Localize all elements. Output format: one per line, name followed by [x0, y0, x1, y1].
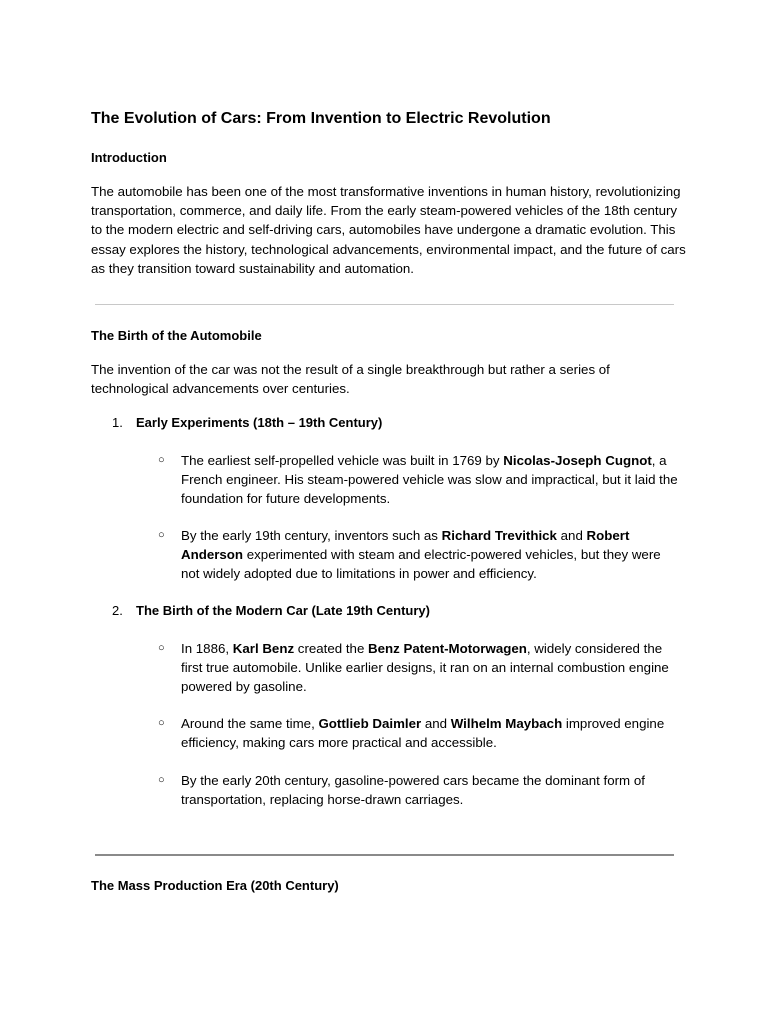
bullet-text: Around the same time, Gottlieb Daimler and Wilhelm Maybach improved engine efficiency, making cars more practical and accessible. — [181, 716, 665, 751]
item-number: 2. — [112, 603, 123, 618]
bullet-text: The earliest self-propelled vehicle was built in 1769 by Nicolas-Joseph Cugnot, a French engineer. His steam-powered vehicle was slow and impractical, but it laid the foundation for future developments. — [181, 453, 678, 507]
item-number: 1. — [112, 415, 123, 430]
item-title: Early Experiments (18th – 19th Century) — [136, 415, 383, 430]
bullet-text: By the early 19th century, inventors such as Richard Trevithick and Robert Anderson experimented with steam and electric-powered vehicles, but they were not widely adopted due to limitations in power and efficiency. — [181, 528, 661, 582]
hollow-circle-bullet-icon: ○ — [158, 454, 165, 466]
horizontal-divider — [95, 854, 674, 856]
bullet-text: In 1886, Karl Benz created the Benz Patent-Motorwagen, widely considered the first true automobile. Unlike earlier designs, it ran on an internal combustion engine powered by gasoline. — [181, 641, 669, 695]
bullet-item — [158, 771, 678, 809]
section-heading-mass-production: The Mass Production Era (20th Century) — [91, 878, 339, 893]
numbered-item — [112, 415, 382, 430]
item-title: The Birth of the Modern Car (Late 19th Century) — [136, 603, 430, 618]
section-heading-birth: The Birth of the Automobile — [91, 328, 262, 343]
bullet-item — [158, 714, 678, 752]
hollow-circle-bullet-icon: ○ — [158, 774, 165, 786]
bullet-text: By the early 20th century, gasoline-powered cars became the dominant form of transportation, replacing horse-drawn carriages. — [181, 773, 645, 808]
numbered-item — [112, 603, 430, 618]
hollow-circle-bullet-icon: ○ — [158, 717, 165, 729]
intro-paragraph: The automobile has been one of the most transformative inventions in human history, revolutionizing transportation, commerce, and daily life. From the early steam-powered vehicles of the 18th century to the modern electric and self-driving cars, automobiles have undergone a dramatic evolution. This essay explores the history, technological advancements, environmental impact, and the future of cars as they transition toward sustainability and automation. — [91, 184, 686, 276]
bullet-item — [158, 451, 678, 509]
document-title: The Evolution of Cars: From Invention to Electric Revolution — [91, 110, 551, 127]
birth-paragraph: The invention of the car was not the result of a single breakthrough but rather a series of technological advancements over centuries. — [91, 362, 610, 397]
section-heading-introduction: Introduction — [91, 150, 167, 165]
bullet-item — [158, 526, 678, 584]
horizontal-divider — [95, 304, 674, 305]
hollow-circle-bullet-icon: ○ — [158, 529, 165, 541]
bullet-item — [158, 639, 678, 697]
hollow-circle-bullet-icon: ○ — [158, 642, 165, 654]
